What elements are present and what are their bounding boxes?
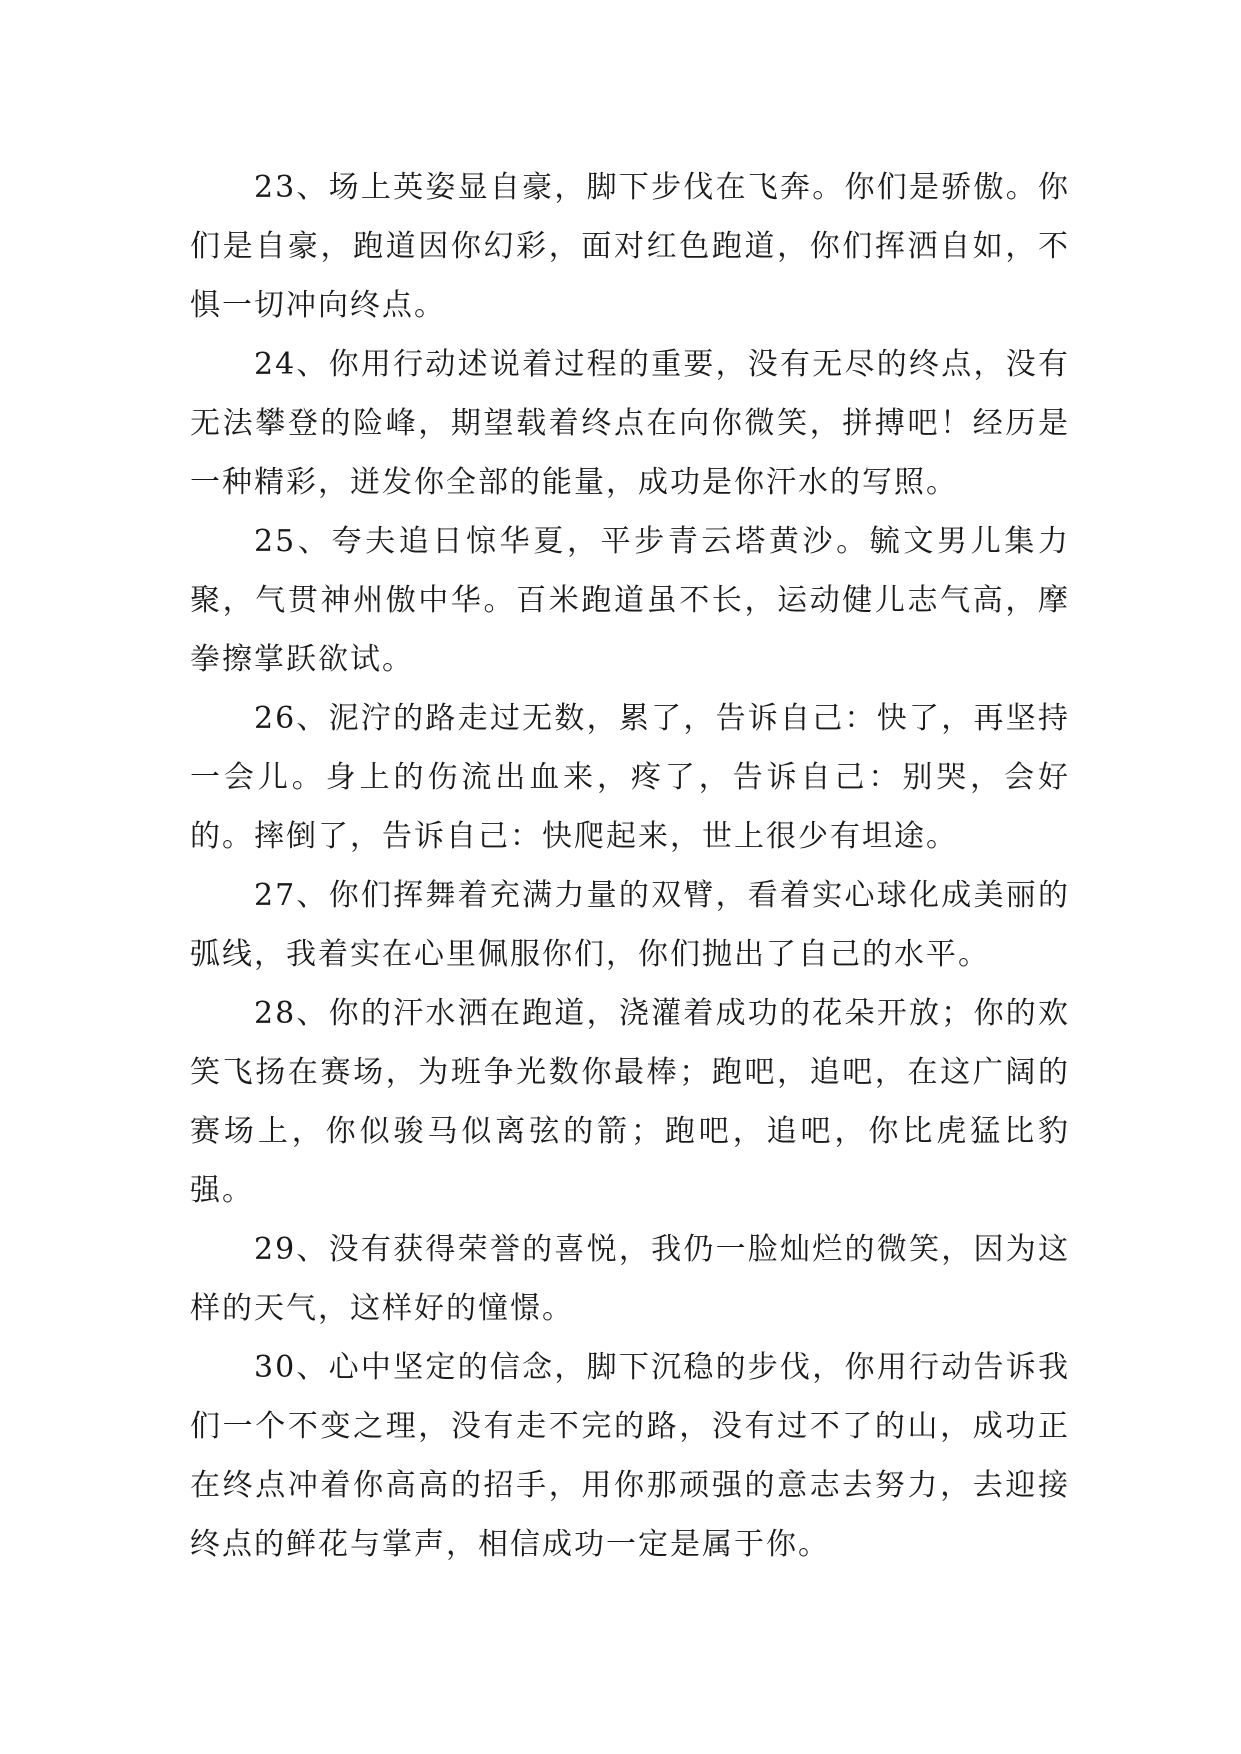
paragraph-23: 23、场上英姿显自豪，脚下步伐在飞奔。你们是骄傲。你们是自豪，跑道因你幻彩，面对红色跑道，你们挥洒自如，不惧一切冲向终点。	[190, 170, 1070, 323]
paragraph-28: 28、你的汗水洒在跑道，浇灌着成功的花朵开放；你的欢笑飞扬在赛场，为班争光数你最棒；跑吧，追吧，在这广阔的赛场上，你似骏马似离弦的箭；跑吧，追吧，你比虎猛比豹强。	[190, 996, 1070, 1208]
paragraph-29: 29、没有获得荣誉的喜悦，我仍一脸灿烂的微笑，因为这样的天气，这样好的憧憬。	[190, 1232, 1070, 1326]
document-body	[190, 158, 1070, 1574]
paragraph-26: 26、泥泞的路走过无数，累了，告诉自己：快了，再坚持一会儿。身上的伤流出血来，疼了，告诉自己：别哭，会好的。摔倒了，告诉自己：快爬起来，世上很少有坦途。	[190, 701, 1070, 854]
paragraph-27: 27、你们挥舞着充满力量的双臂，看着实心球化成美丽的弧线，我着实在心里佩服你们，你们抛出了自己的水平。	[190, 878, 1070, 972]
paragraph-30: 30、心中坚定的信念，脚下沉稳的步伐，你用行动告诉我们一个不变之理，没有走不完的路，没有过不了的山，成功正在终点冲着你高高的招手，用你那顽强的意志去努力，去迎接终点的鲜花与掌声，相信成功一定是属于你。	[190, 1350, 1070, 1562]
paragraph-25: 25、夸夫追日惊华夏，平步青云塔黄沙。毓文男儿集力聚，气贯神州傲中华。百米跑道虽不长，运动健儿志气高，摩拳擦掌跃欲试。	[190, 524, 1070, 677]
paragraph-24: 24、你用行动述说着过程的重要，没有无尽的终点，没有无法攀登的险峰，期望载着终点在向你微笑，拼搏吧！经历是一种精彩，迸发你全部的能量，成功是你汗水的写照。	[190, 347, 1070, 500]
